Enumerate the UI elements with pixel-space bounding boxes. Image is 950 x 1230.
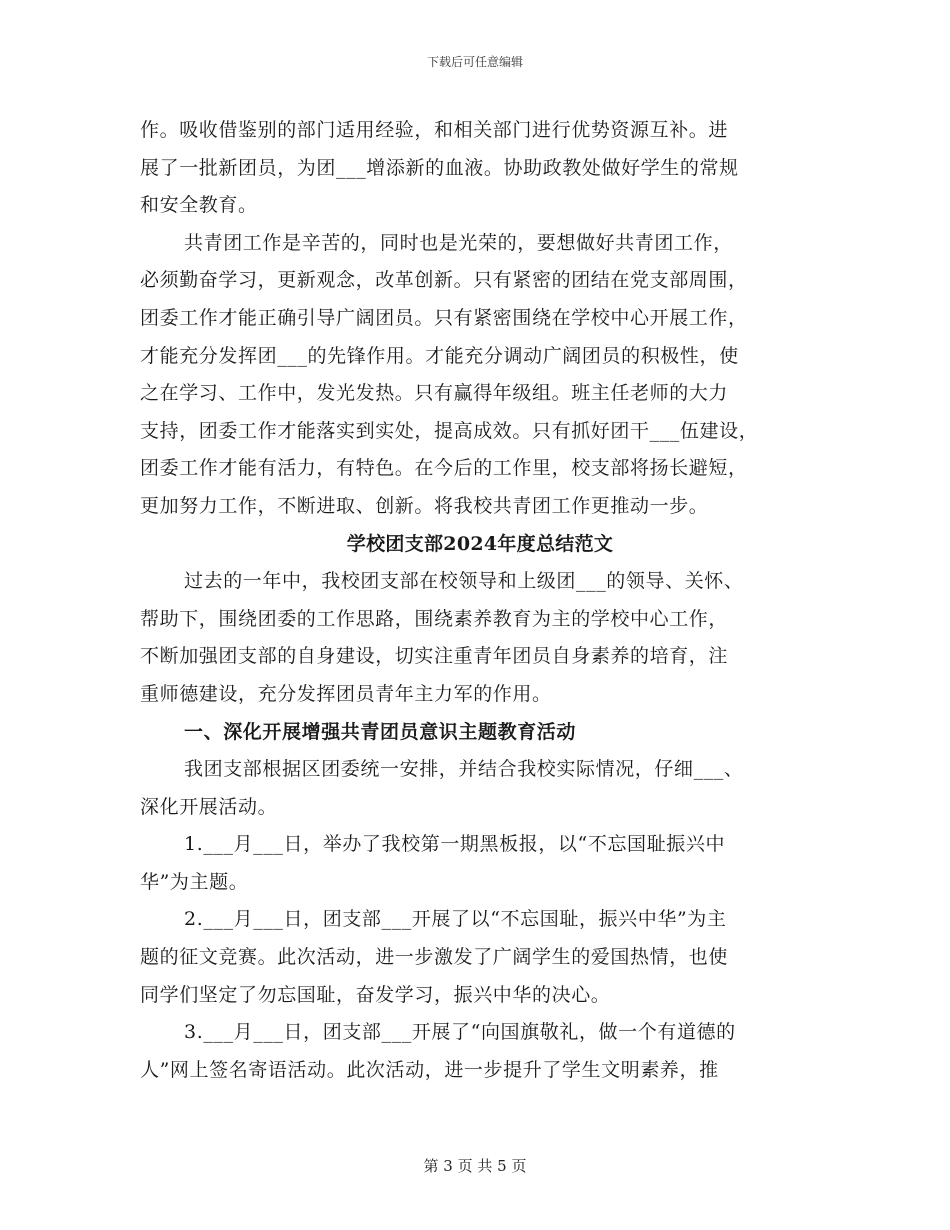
text-line: 1.___月___日，举办了我校第一期黑板报，以“不忘国耻振兴中: [184, 833, 726, 856]
text-line: 深化开展活动。: [140, 795, 278, 818]
text-line: 不断加强团支部的自身建设，切实注重青年团员自身素养的培育，注: [140, 645, 729, 668]
text-line: 同学们坚定了勿忘国耻，奋发学习，振兴中华的决心。: [140, 983, 611, 1006]
text-line: 共青团工作是辛苦的，同时也是光荣的，要想做好共青团工作，: [184, 231, 733, 254]
text-line: 团委工作才能有活力，有特色。在今后的工作里，校支部将扬长避短，: [140, 457, 748, 480]
text-line: 团委工作才能正确引导广阔团员。只有紧密围绕在学校中心开展工作，: [140, 306, 748, 329]
section-heading: 一、深化开展增强共青团员意识主题教育活动: [184, 720, 577, 743]
text-line: 华”为主题。: [140, 870, 249, 893]
text-line: 2.___月___日，团支部___开展了以“不忘国耻，振兴中华”为主: [184, 908, 727, 931]
text-line: 才能充分发挥团___的先锋作用。才能充分调动广阔团员的积极性，使: [140, 344, 739, 367]
text-line: 帮助下，围绕团委的工作思路，围绕素养教育为主的学校中心工作，: [140, 607, 729, 630]
text-line: 过去的一年中，我校团支部在校领导和上级团___的领导、关怀、: [184, 570, 744, 593]
text-line: 必须勤奋学习，更新观念，改革创新。只有紧密的团结在党支部周围，: [140, 269, 748, 292]
text-line: 3.___月___日，团支部___开展了“向国旗敬礼，做一个有道德的: [184, 1021, 736, 1044]
text-line: 支持，团委工作才能落实到实处，提高成效。只有抓好团干___伍建设，: [140, 419, 759, 442]
text-line: 我团支部根据区团委统一安排，并结合我校实际情况，仔细___、: [184, 758, 744, 781]
section-title: 学校团支部2024年度总结范文: [346, 532, 614, 555]
page-header-note: 下载后可任意编辑: [426, 55, 523, 69]
page-footer: 第 3 页 共 5 页: [423, 1157, 527, 1175]
text-line: 展了一批新团员，为团___增添新的血液。协助政教处做好学生的常规: [140, 156, 739, 179]
text-line: 重师德建设，充分发挥团员青年主力军的作用。: [140, 682, 552, 705]
document-body: [140, 112, 820, 1089]
text-line: 作。吸收借鉴别的部门适用经验，和相关部门进行优势资源互补。进: [140, 119, 729, 141]
text-line: 更加努力工作，不断进取、创新。将我校共青团工作更推动一步。: [140, 494, 709, 517]
text-line: 人”网上签名寄语活动。此次活动，进一步提升了学生文明素养，推: [140, 1058, 719, 1081]
text-line: 题的征文竞赛。此次活动，进一步激发了广阔学生的爱国热情，也使: [140, 946, 729, 969]
text-line: 之在学习、工作中，发光发热。只有赢得年级组。班主任老师的大力: [140, 382, 729, 405]
text-line: 和安全教育。: [140, 194, 258, 217]
